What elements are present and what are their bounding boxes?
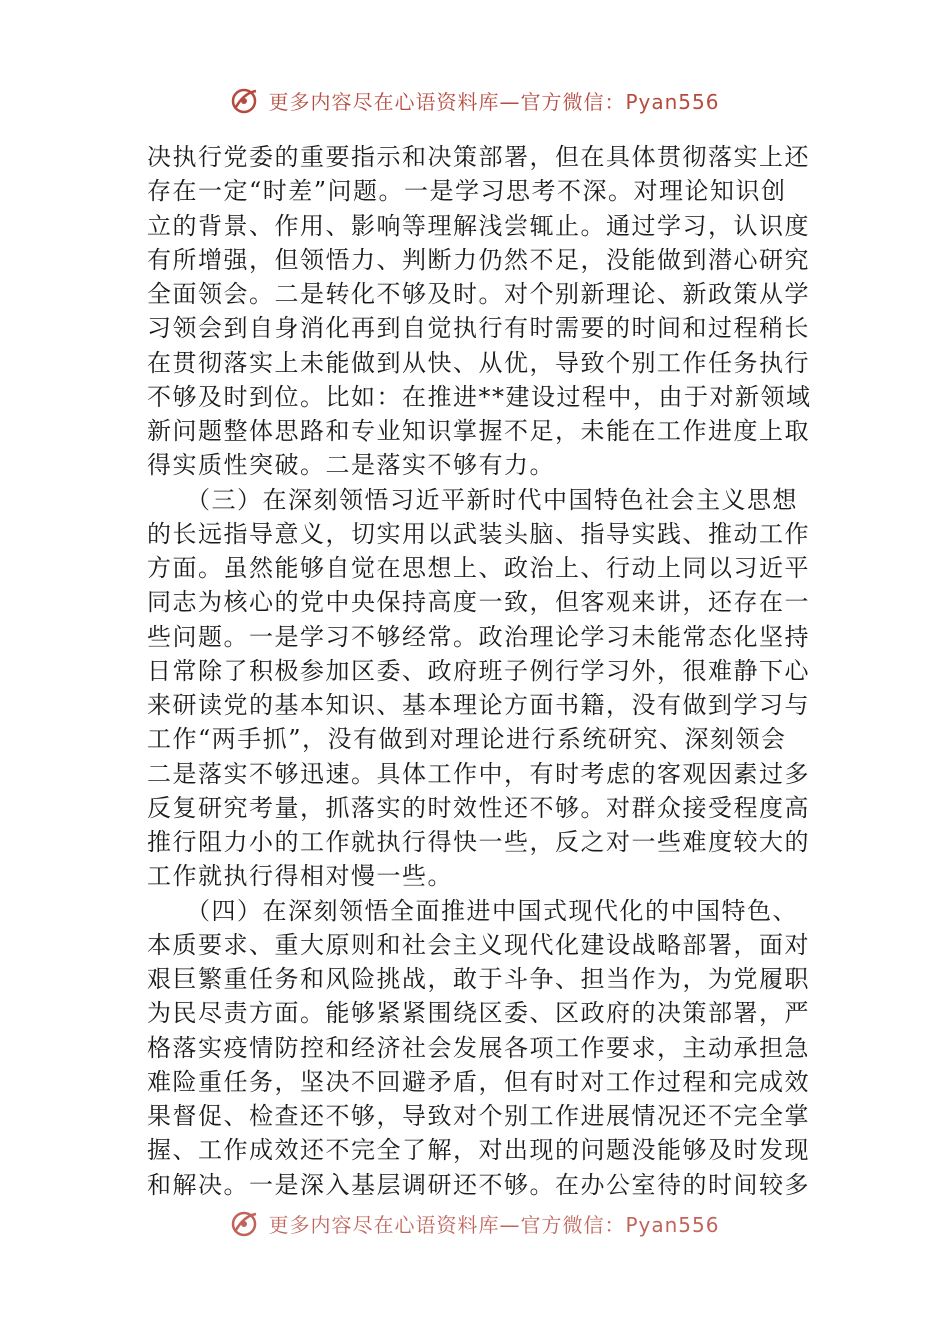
header-watermark (0, 86, 950, 115)
text-line: 握、工作成效还不完全了解，对出现的问题没能够及时发现 (147, 1136, 810, 1165)
text-line: 新问题整体思路和专业知识掌握不足，未能在工作进度上取 (147, 417, 810, 445)
text-line: 在贯彻落实上未能做到从快、从优，导致个别工作任务执行 (147, 348, 810, 377)
text-line: 决执行党委的重要指示和决策部署，但在具体贯彻落实上还 (147, 143, 810, 171)
watermark-text: 更多内容尽在心语资料库—官方微信：Pyan556 (268, 90, 720, 114)
watermark-text: 更多内容尽在心语资料库—官方微信：Pyan556 (268, 1213, 720, 1237)
text-line: 为民尽责方面。能够紧紧围绕区委、区政府的决策部署，严 (147, 999, 810, 1028)
text-line: 有所增强，但领悟力、判断力仍然不足，没能做到潜心研究 (147, 245, 810, 274)
section-heading-line: （四）在深刻领悟全面推进中国式现代化的中国特色、 (147, 896, 798, 925)
text-line: 的长远指导意义，切实用以武装头脑、指导实践、推动工作 (147, 519, 810, 548)
text-line: 和解决。一是深入基层调研还不够。在办公室待的时间较多 (147, 1170, 810, 1199)
section-heading-line: （三）在深刻领悟习近平新时代中国特色社会主义思想 (147, 485, 798, 514)
text-line: 日常除了积极参加区委、政府班子例行学习外，很难静下心 (147, 656, 810, 685)
watermark-logo-icon (230, 1210, 260, 1238)
footer-watermark (0, 1209, 950, 1238)
text-line: 果督促、检查还不够，导致对个别工作进展情况还不完全掌 (147, 1102, 810, 1130)
text-line: 反复研究考量，抓落实的时效性还不够。对群众接受程度高 (147, 793, 810, 822)
text-line: 本质要求、重大原则和社会主义现代化建设战略部署，面对 (147, 930, 810, 959)
text-line: 不够及时到位。比如：在推进**建设过程中，由于对新领域 (147, 382, 812, 411)
text-line: 立的背景、作用、影响等理解浅尝辄止。通过学习，认识度 (147, 211, 810, 240)
text-line: 工作“两手抓”，没有做到对理论进行系统研究、深刻领会 (147, 725, 787, 754)
text-line: 难险重任务，坚决不回避矛盾，但有时对工作过程和完成效 (147, 1067, 810, 1096)
text-line: 习领会到自身消化再到自觉执行有时需要的时间和过程稍长 (147, 314, 810, 343)
text-line: 推行阻力小的工作就执行得快一些，反之对一些难度较大的 (147, 828, 810, 856)
text-line: 存在一定“时差”问题。一是学习思考不深。对理论知识创 (147, 177, 787, 206)
document-body (147, 140, 812, 1202)
text-line: 艰巨繁重任务和风险挑战，敢于斗争、担当作为，为党履职 (147, 965, 810, 993)
text-line: 二是落实不够迅速。具体工作中，有时考虑的客观因素过多 (147, 759, 810, 788)
text-line: 得实质性突破。二是落实不够有力。 (147, 451, 555, 480)
text-line: 工作就执行得相对慢一些。 (147, 862, 453, 891)
text-line: 全面领会。二是转化不够及时。对个别新理论、新政策从学 (147, 280, 810, 308)
text-line: 些问题。一是学习不够经常。政治理论学习未能常态化坚持 (147, 622, 810, 651)
watermark-logo-icon (230, 87, 260, 115)
text-line: 来研读党的基本知识、基本理论方面书籍，没有做到学习与 (147, 691, 810, 719)
text-line: 同志为核心的党中央保持高度一致，但客观来讲，还存在一 (147, 588, 810, 617)
text-line: 格落实疫情防控和经济社会发展各项工作要求，主动承担急 (147, 1033, 810, 1062)
text-line: 方面。虽然能够自觉在思想上、政治上、行动上同以习近平 (147, 554, 810, 582)
